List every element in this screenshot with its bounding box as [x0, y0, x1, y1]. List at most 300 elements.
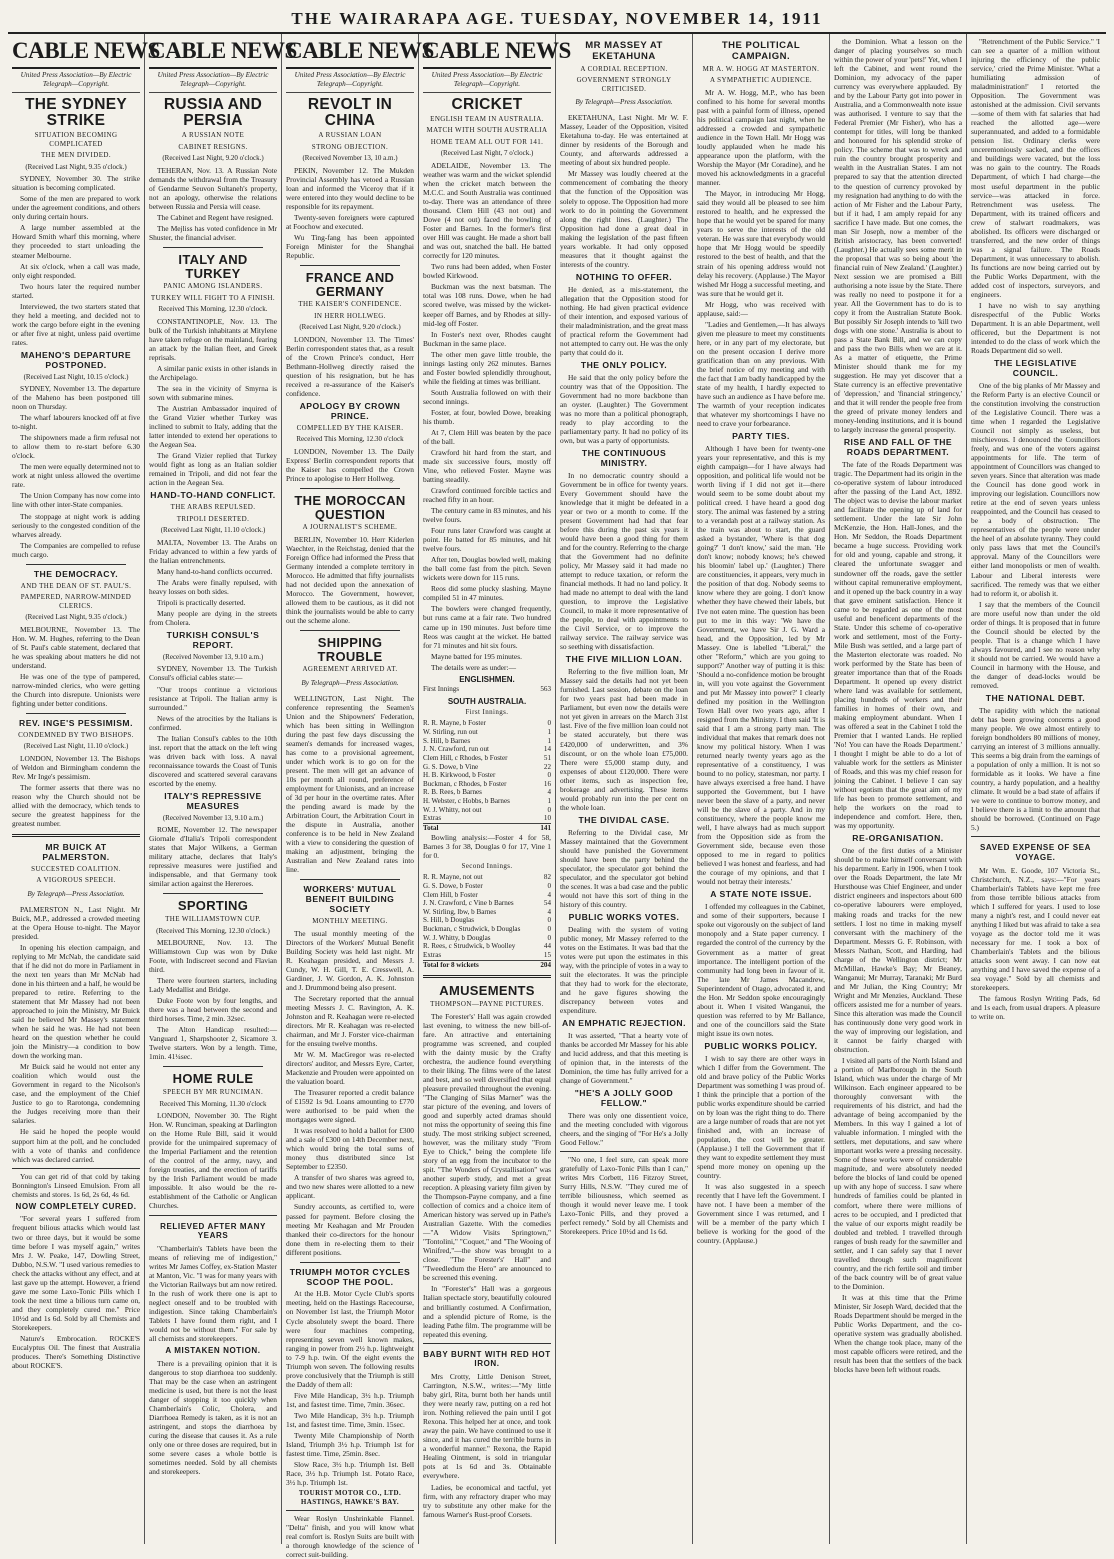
ad-text: There is a prevailing opinion that it is dangerous to stop diarrhoea too suddenly. That may be the case when an astringent medicine is used, but there is not the least danger of stopping it too quickly when Chamberlain's Colic, Cholera, and Diarrhoea Remedy is taken, as it is not an astringent, and stops the diarrhoea by curing the disease that causes it. As a rule only one or three doses are required, but in some severe cases a whole bottle is sometimes needed. Sold by all chemists and storekeepers. — [149, 1359, 277, 1477]
paragraph: Referring to the Dividal case, Mr Massey maintained that the Government should have punished the Government should have been the party behind the speculator, the speculator got behind the speculator, and the speculator got behind the scenes. It was a bad case and the public would not have this sort of thing in the history of this country. — [560, 827, 688, 909]
divider — [163, 893, 263, 894]
paragraph: The Arabs were finally repulsed, with heavy losses on both sides. — [149, 578, 277, 597]
paragraph: I say that the members of the Council are more useful now than under the old order of things. It is proposed that in future the Council should be elected by the people. That is a change which I have always favoured, and I see no reason why it should not be carried. We would have a Council in harmony with the House, and the danger of dead-locks would be removed. — [971, 599, 1100, 690]
batsman-name: J. N. Crawford, c Vine b Barnes — [423, 899, 514, 908]
paragraph: TEHERAN, Nov. 13. A Russian Note demands the withdrawal from the Treasury of Gendarme Seuvon Sultaneh's property, not an apology, otherwise the relations between Russia and Persia will cease. — [149, 165, 277, 211]
divider — [300, 1262, 400, 1263]
paragraph: One of the big planks of Mr Massey and the Reform Party is an elective Council or the constitution involving the construction of the Legislative Council. There was a time when I regarded the Legislative Council not simply as useless, but mischievous. I denounced the Councillors freely, and was one of the voters against appointments for life. The term of appointment of Councillors was changed to seven years. Since that alteration was made the Council has done good work in improving our legislation. Councillors now retire at the end of seven years unless reappointed, and the Council has ceased to be a body of obstruction. The representatives of the people were under the heel of an absolute tyranny. They could only pass laws that met the Council's approval. Many of the Councillors were either land monopolists or men of wealth. Labour and Liberal interests were sacrificed. The remedy was that we either had to reform it, or abolish it. — [971, 380, 1100, 598]
paragraph: "Ladies and Gentlemen,—It has always given me pleasure to meet my constituents here, or in any part of my electorate, but on the present occasion I derive more gratification than on any previous. With the brief notice of my meeting and with the fact that I am badly handicapped by the state of my health, I hardly expected to have such an audience as I have before me. The warmth of your reception indicates that whatever my shortcomings I have no need to crave your forbearance. — [697, 319, 825, 429]
paragraph: A transfer of two shares was agreed to, and two new shares were allotted to a new applicant. — [286, 1173, 414, 1201]
ad-title: SAVED EXPENSE OF SEA VOYAGE. — [980, 843, 1091, 862]
divider — [300, 265, 400, 266]
paragraph: News of the atrocities by the Italians is confirmed. — [149, 713, 277, 732]
section-heading: THE NATIONAL DEBT. — [985, 692, 1086, 703]
cable-news-heading: CABLE NEWS — [286, 37, 414, 69]
table-row — [423, 745, 551, 754]
table-row — [423, 797, 551, 806]
total-label: Total for 8 wickets — [423, 960, 530, 969]
divider — [163, 247, 263, 248]
advertiser: TOURIST MOTOR CO., LTD. HASTINGS, HAWKE'S BAY. — [298, 1489, 402, 1506]
paragraph: Some of the men are prepared to work under the agreement conditions, and others only during certain hours. — [12, 194, 140, 222]
ad-title: A MISTAKEN NOTION. — [165, 1346, 261, 1356]
paragraph: After ten, Douglas bowled well, making the ball come fast from the pitch. Seven wickets were down for 115 runs. — [423, 555, 551, 583]
table-row — [423, 916, 551, 925]
headline-moroccan: THE MOROCCAN QUESTION — [294, 493, 406, 522]
batsman-runs: 44 — [543, 942, 551, 951]
divider — [26, 713, 126, 714]
batsman-name: R. R. Mayne, not out — [423, 873, 483, 882]
byline: United Press Association—By Electric Telegraph—Copyright. — [149, 69, 277, 93]
paragraph: LONDON, November 13. The Daily Express' Berlin correspondent reports that the Kaiser has compelled the Crown Prince to apologise to Herr Hollweg. — [286, 446, 414, 484]
subheading: SUCCESTED COALITION. — [31, 864, 121, 873]
headline-turkish-consul: TURKISH CONSUL'S REPORT. — [166, 630, 260, 651]
batsman-runs: 0 — [547, 881, 551, 890]
paragraph: He denied, as a mis-statement, the allegation that the Opposition stood for nothing. He had given practical evidence of their intention, and exposed various of their maladministration, and the great mass of practical reform the Government had not attempted to carry out. He was the only party that could do it. — [560, 284, 688, 357]
paragraph: In opening his election campaign, and replying to Mr McNab, the candidate said that if he did not do more in Parliament in the next ten years than Mr McNab had done in his thirteen and a half, he would be prepared to retire. Referring to the statement that Mr Massey had not been approached to join the Ministry, Mr Buick said he believed Mr Massey's statement when he said he was. He had not been heard on the question whether he could join the Ministry—a condition to bow down the working man. — [12, 942, 140, 1061]
batsman-runs: 4 — [547, 907, 551, 916]
paragraph: The Mayor, in introducing Mr Hogg, said they would all be pleased to see him restored to health, and he expressed the hope that he would yet be spared for many years to serve the interests of the old veteran. He was sure that everybody would hope that Mr Hogg would be speedily restored to the best of health, and that the strain of his opening address would not delay his recovery. (Applause.) The Mayor wished Mr Hogg a successful meeting, and was sure that he would get it. — [697, 189, 825, 298]
subheading: A RUSSIAN NOTE — [181, 131, 245, 140]
ad-text: "No one, I feel sure, can speak more gratefully of Laxo-Tonic Pills than I can," writes Mrs Corbett, 116 Fitzroy Street, Surry Hills, N.S.W. "They cured me of terrible biliousness, which seemed as though it would never leave me. I took Laxo-Tonic Pills, and they proved a perfect remedy." Sold by all Chemists and Storekeepers. Price 10½d and 1s 6d. — [560, 1155, 688, 1237]
byline: United Press Association—By Electric Telegraph—Copyright. — [12, 69, 140, 93]
headline-france-germany: FRANCE AND GERMANY — [305, 270, 395, 299]
table-row — [423, 908, 551, 917]
batsman-name: W. J. Whitty, b Douglas — [423, 933, 491, 942]
paragraph: The sea in the vicinity of Smyrna is sown with submarine mines. — [149, 384, 277, 403]
paragraph: Twenty Mile Championship of North Island, Triumph 3½ h.p. Triumph 1st for fastest time. Time, 25min. 8sec. — [286, 1430, 414, 1458]
headline-democracy: THE DEMOCRACY. — [33, 568, 119, 579]
received-time: (Received This Morning, 12.30 o'clock.) — [156, 926, 270, 935]
paragraph: The Secretary reported that the annual meeting Messrs J. C. Ravington, A. K. Johnston and R. Keahagan were re-elected directors. Mr R. Keahagan was re-elected chairman, and Mr J. Forster vice-chairman for the ensuing twelve months. — [286, 993, 414, 1048]
divider — [300, 879, 400, 880]
headline-italy-measures: ITALY'S REPRESSIVE MEASURES — [164, 790, 262, 811]
received-time: (Received Last Night, 10.15 o'clock.) — [23, 372, 129, 381]
table-row — [423, 891, 551, 900]
divider — [26, 564, 126, 565]
table-row — [423, 737, 551, 746]
subheading: MR A. W. HOGG AT MASTERTON. — [702, 64, 820, 73]
table-row — [423, 934, 551, 943]
column-8 — [967, 34, 1104, 1544]
paragraph: Many hand-to-hand conflicts occurred. — [157, 566, 273, 576]
batsman-runs: 1 — [547, 736, 551, 745]
subheading: A VIGOROUS SPEECH. — [36, 876, 116, 885]
subheading: A SYMPATHETIC AUDIENCE. — [709, 76, 813, 85]
table-row — [423, 806, 551, 815]
paragraph: The other men gave little trouble, the innings lasting only 262 minutes. Barnes and Foster bowled splendidly throughout, while the fielding at times was brilliant. — [423, 349, 551, 386]
ad-text: You can get rid of that cold by taking Bonnington's Linseed Emulsion. From all chemists and stores. 1s 6d, 2s 6d, 4s 6d. — [12, 1171, 140, 1199]
paragraph: MELBOURNE, November 13. The Hon. W. M. Hughes, referring to the Dean of St. Paul's cable statement, declared that he was speaking about matters he did not understand. — [12, 624, 140, 670]
paragraph: The Grand Vizier replied that Turkey would fight as long as an Italian soldier remained in Tripoli, and did not fear the action in the Aegean Sea. — [149, 451, 277, 488]
paragraph: Twenty-seven foreigners were captured at Foochow and executed. — [286, 212, 414, 231]
headline-apology: APOLOGY BY CROWN PRINCE. — [299, 401, 401, 422]
advertisement — [149, 1215, 277, 1477]
ad-text: "For several years I suffered from frequent bilious attacks which would last two or three days, but it would be some time before I was myself again," writes Mrs J. W. Peake, 147, Dowling Street, Dubbo, N.S.W. "I used various remedies to check the attacks without any effect, and at last gave up the attempt. However, a friend gave me some Laxo-Tonic Pills which I took the next time a bilious turn came on, and they completely cured me." Price 10½d and 1s 6d. Sold by all Chemists and Storekeepers. — [12, 1214, 140, 1332]
headline-triumph: TRIUMPH MOTOR CYCLES SCOOP THE POOL. — [289, 1266, 411, 1287]
batsman-name: R. B. Rees, b Barnes — [423, 788, 482, 797]
batsman-name: J. N. Crawford, run out — [423, 745, 490, 754]
headline-sydney-strike: THE SYDNEY STRIKE — [24, 95, 128, 129]
paragraph: LONDON, November 13. The Bishops of Weldon and Birmingham condemn the Rev. Mr Inge's pessimism. — [12, 753, 140, 781]
received-time: (Received Last Night, 11.10 o'clock.) — [23, 742, 129, 751]
divider — [300, 488, 400, 489]
table-row — [423, 763, 551, 772]
paragraph: PALMERSTON N., Last Night. Mr Buick, M.P., addressed a crowded meeting at the Opera House to-night. The Mayor presided. — [12, 904, 140, 941]
batsman-runs: 0 — [547, 933, 551, 942]
subheading: TURKEY WILL FIGHT TO A FINISH. — [150, 293, 276, 302]
paragraph: Mayne batted for 195 minutes. — [431, 651, 522, 661]
ad-text: Mrs Crotty, Little Denison Street, Carrington, N.S.W., writes:—"My little baby girl, Rita, burnt both her hands until they were nearly raw, putting on a red hot iron. Nothing relieved the pain until I got Rexona. This helped her at once, and took away the pain. We have continued to use it since, and it has cured the terrible burns in a wonderful manner." Rexona, the Rapid Healing Ointment, is sold in triangular pots at 1s 6d and 3s. Obtainable everywhere. — [423, 1372, 551, 1481]
paragraph: The Mejliss has voted confidence in Mr Shuster, the financial adviser. — [149, 223, 277, 242]
scorecard-title: SOUTH AUSTRALIA. — [447, 697, 527, 707]
column-2 — [145, 34, 297, 1544]
section-heading: A STATE NOTE ISSUE. — [710, 889, 812, 900]
paragraph: The fate of the Roads Department was tragic. The Department had its origin in the co-operative system of labour introduced after the passing of the Land Act, 1892. The object was to devise the labour market and facilitate the opening up of land for settlement. Under the late Sir John McKenzie, the Hon. Hall-Jones, and the Hon. Mr Seddon, the Roads Department became a huge success. Providing work for old and young, capable and strong, it cleared the unfortunate swagger and sundowner off the roads, gave the settler without capital remunerative employment, and it opened up the back country in a way that gave eminent satisfaction. Hence it came to be regarded as one of the most useful and beneficent departments of the State. Under this scheme of co-operative work and settlement, most of the Forty-Mile Bush was settled, and a large part of the Masterton electorate was roaded. No work performed by the State has been of greater importance than that of the Roads Department. It opened up every district where land was available for settlement, placing hundreds of workers and their families in homes of their own, and making employment abundant. When I was offered a seat in the Cabinet I told the Premier that I wanted Lands. He replied 'No! You can have the Roads Department.' I thought I might be able to do a lot of valuable work for the settlers as Minister of Roads, and this was my chief reason for joining the Cabinet. I believe I can say without egotism that the great aim of my life has been to promote settlement, and help the workers on the road to independence and comfort. Here, then, was my opportunity. — [834, 460, 962, 831]
headline-inge: REV. INGE'S PESSIMISM. — [19, 717, 133, 728]
batsman-name: Clem Hill, b Foster — [423, 890, 478, 899]
scorecard-south-australia-first — [423, 719, 551, 823]
paragraph: The Alton Handicap resulted:—Vanguard 1, Sharpshooter 2, Sicamore 3. Twelve starters. Won by a length. Time, 1min. 41¼sec. — [149, 1025, 277, 1062]
advertisement — [286, 1510, 414, 1559]
subheading: THE KAISER'S CONFIDENCE. — [298, 300, 402, 309]
paragraph: Many people are dying in the streets from Cholera. — [149, 609, 277, 628]
headline-political-campaign: THE POLITICAL CAMPAIGN. — [721, 40, 801, 62]
subheading: HOME TEAM ALL OUT FOR 141. — [430, 137, 544, 146]
paragraph: The wharf labourers knocked off at five to-night. — [12, 413, 140, 432]
paragraph: BERLIN, November 10. Herr Kiderlen Waechter, in the Reichstag, denied that the Foreign Office had informed the Press that Germany intended a complete territory in Morocco. He admitted that fifty journalists had not decided upon the annexation of Morocco. The Government, however, allowed them to be cautious, as it did not think the journalists would be able to carry out the scheme alone. — [286, 534, 414, 626]
score-label: First Innings — [423, 685, 460, 694]
subheading: THE WILLIAMSTOWN CUP. — [165, 915, 261, 923]
total-runs: 204 — [530, 960, 551, 969]
advertisement — [971, 836, 1100, 1021]
batsman-runs: 10 — [543, 814, 551, 823]
headline-shipping: SHIPPING TROUBLE — [317, 635, 383, 664]
paragraph: The usual monthly meeting of the Directors of the Workers' Mutual Benefit Building Society was held last night. Mr R. Keahagan presided, and Messrs J. Cundy, W. H. Gill, T. E. Cresswell, A. Gardiner, J. W. Gordon, A. K. Johnston and J. Drummond being also present. — [286, 928, 414, 992]
paragraph: Crawford hit hard from the start, and made six successive fours, mostly off Vine, who relieved Foster. Mayne was batting steadily. — [423, 447, 551, 485]
subheading: PANIC AMONG ISLANDERS. — [163, 282, 263, 291]
batsman-name: Extras — [423, 814, 442, 823]
byline: By Telegraph—Press Association. — [575, 98, 673, 107]
section-heading: PUBLIC WORKS VOTES. — [568, 911, 680, 922]
paragraph: Reos did some plucky slashing. Mayne compiled 51 in 47 minutes. — [423, 584, 551, 603]
table-row — [423, 780, 551, 789]
headline-russia-persia: RUSSIA AND PERSIA — [163, 95, 263, 129]
batsman-runs: 15 — [543, 951, 551, 960]
paragraph: Tripoli is practically deserted. — [157, 598, 246, 608]
paragraph: At the H.B. Motor Cycle Club's sports meeting, held on the Hastings Racecourse, on November 1st last, the Triumph Motor Cycle absolutely swept the board. There were four machines competing, representing seven well known makes, ranging in power from 2½ h.p. lightweight to 7-9 h.p. twin. Of the eight events the Triumph won seven. The following results prove conclusively that the Triumph is still the Daddy of them all: — [286, 1289, 414, 1389]
received-time: Received This Morning, 11.30 o'clock — [159, 1099, 267, 1108]
advertisement — [12, 1168, 140, 1370]
paragraph: Sundry accounts, as certified to, were passed for payment. Before closing the meeting Mr Keahagan and Mr Prouden thanked their co-directors for the honour done them in re-electing them to their different positions. — [286, 1202, 414, 1257]
paragraph: Duke Foote won by four lengths, and there was a head between the second and third horses. Time, 2 min. 32sec. — [149, 996, 277, 1024]
cable-news-heading: CABLE NEWS — [149, 37, 277, 69]
table-row — [423, 899, 551, 908]
paragraph: ROME, November 12. The newspaper Giornale d'Italia's Tripoli correspondent states that Major Wilkens, a German military attache, declares that Italy's repressive measures were justified and indispensable, and that Germany took similar action against the Hereroes. — [149, 825, 277, 889]
headline-revolt-china: REVOLT IN CHINA — [307, 95, 393, 129]
paragraph: Slow Race, 3½ h.p. Triumph 1st. Bell Race, 3½ h.p. Triumph 1st. Potato Race, 3½ h.p. Triumph 1st. — [286, 1459, 414, 1488]
paragraph: Although I have been for twenty-one years your representative, and this is my eighth campaign—for I have always had opposition, and political life would not be worth living if I did not get it—there would seem to be some doubt about my political creed. I have heard a good dog story. The animal was fastened by a string to a verandah post at a railway station. As the train was about to start, the guard asked a bystander, 'Where is that dog going?' 'I don't know,' said the man. 'He don't know; nobody knows; he's chewed his bloomin' label up.' (Laughter.) There are constituencies, it appears, very much in the position of that dog. Nobody seems to know where they are going. I don't know whether they have chewed their labels, but I've not eaten mine. The question has been put to me in this way: 'We have the Government, we have Sir J. G. Ward a head, and the Opposition, led by Mr Massey. One is labelled "Liberal," the other "Reform," which are you going to support?' Another way of putting it is this: 'Should a no-confidence motion be brought in, will you vote against the Government and put Mr Massey into power?' I clearly defined my position in the Wellington Town Hall over two years ago, after I resigned from the Ministry. I then said 'It is said that I am a strong party man. The individual that makes that remark does not know my political history. When I was returned nearly twenty years ago as the representative of a constituency, I was bound to no policy, statesman, nor party. I have always exercised a free hand. I have supported the Government, but I have never been the slave of a party, and never will be the slave of a party. And in my constituency, where the people know me well, I have always had as much support from the Opposition side as from the Government side, because even those opposed to me in regard to politics believed I was honest and fearless, and had the courage of my opinions, and that I would not betray their interests.' — [697, 443, 825, 887]
paragraph: The century came in 83 minutes, and his twelve fours. — [423, 506, 551, 525]
innings-label: Second Innings. — [461, 861, 513, 870]
subheading: A CORDIAL RECEPTION. — [580, 64, 668, 73]
ad-text: Ladies, be economical and tactful, yet firm, with any refractory draper who may try to substitute any other make for the famous Warner's Rust-proof Corsets. — [423, 1482, 551, 1519]
paragraph: South Australia followed on with their second innings. — [423, 387, 551, 406]
ad-text: The famous Roslyn Writing Pads, 6d and 1s each, from usual drapers. A pleasure to write on. — [971, 994, 1100, 1022]
paper-title: THE WAIRARAPA AGE. — [291, 9, 516, 28]
section-heading: THE CONTINUOUS MINISTRY. — [581, 448, 667, 468]
cable-news-heading: CABLE NEWS — [423, 37, 551, 69]
paragraph: The rapidity with which the national debt has been growing concerns a good many people. We owe almost entirely to foreign bondholders 80 millions of money, carrying an interest of 3 millions annually. This seems a big drain from the earnings of a population of only a million. It is not so formidable as it looks. We have a fine country, a hardy population, and a healthy climate. It would be a bad state of affairs if we were to continue to borrow money, and I believe there is a limit to the amount that should be borrowed. (Continued on Page 5.) — [971, 705, 1100, 833]
section-heading: "HE'S A JOLLY GOOD FELLOW." — [574, 1088, 674, 1109]
subheading: THE MEN DIVIDED. — [41, 151, 111, 160]
table-row — [423, 960, 551, 969]
table-row — [423, 754, 551, 763]
paragraph: Referring to the five million loan, Mr Massey said the details had not yet been furnished. Last session, debate on the loan for two years past had been made in Parliament, but even now the details were not yet given in arrears on the March 31st last. Five of the five million loan could not be stated accurately, but there was £420,000 of underwritten, and 3% discount, or on the whole loan £75,000. There were £5,000 stamp duty, and expenses of about £120,000. There were other items, such as inspection fee, brokerage and advertising. These items would probably run into the per cent on the whole loan. — [560, 667, 688, 812]
paragraph: Wu Ting-fang has been appointed Foreign Minister for the Shanghai Republic. — [286, 232, 414, 261]
paragraph: It was also suggested in a speech recently that I have left the Government. I have not. I have been a member of the Government since I was returned, and I will be a member of the party which I believe is working for the good of the country. (Applause.) — [697, 1182, 825, 1246]
paragraph: There were fourteen starters, including Lady Medallist and Bridge. — [149, 976, 277, 995]
paragraph: Two hours later the required number started. — [12, 281, 140, 300]
section-heading: THE ONLY POLICY. — [580, 359, 668, 370]
masthead — [8, 6, 1106, 34]
table-row — [423, 771, 551, 780]
received-time: (Received November 13, 10 a.m.) — [302, 154, 398, 163]
batsman-runs: 1 — [547, 797, 551, 806]
paragraph: It was at this time that the Prime Minister, Sir Joseph Ward, decided that the Roads Department should be merged in the Public Works Department, and the co-operative system was gradually abolished. When the change took place, many of the most capable officers were retired, and the result has been that the settlers of the back blocks have been left without roads. — [834, 1292, 962, 1375]
subheading: PAMPERED, NARROW-MINDED CLERICS. — [20, 593, 132, 610]
paragraph: the Dominion. What a lesson on the danger of placing yourselves so much within the power of your 'pets!' Yet, when I left the Cabinet, and went round the Dominion, my advocacy of the paper currency was everywhere applauded. By and by the Labour Party got into power in Australia, and a Commonwealth note issue was authorised. I venture to say that the Federal Premier (Mr Fisher), who has a contempt for titles, will long be thanked and honoured for his splendid stroke of policy. The scheme that was to wreck and ruin the country brought prosperity and wealth in the Australian States. I am not prepared to say that the attention directed to the question of currency provoked by my resignation had anything to do with the action of Mr Fisher and the Labour Party, but if it had, I am amply repaid for any sacrifice I have made. But one comes, the man Sir Joseph, now a member of the British aristocracy, has been converted! (Laughter.) He actually sees some merit in the proposal that was so being about 'the financial ruin of New Zealand.' (Laughter.) Next session we are promised a Bill authorising a note issue by the State. There was really no need to postpone it for a year. All the Government has to do is to copy it from the Australian Statute Book. But possibly Sir Joseph intends to 'kill two dogs with one stone.' Australia is about to pass a State Bank Bill, and we can copy and pass the two Bills when we are at it. As a matter of etiquette, the Prime Minister should thank me for my suggestion. He may yet discover that a State currency is an effective preventative of 'depression,' and 'financial stringency,' and that it will render the people free from the greed of private money lenders and money-lending institutions, and it is bound to largely increase the general prosperity. — [834, 37, 962, 435]
scorecard-englishmen — [423, 685, 551, 694]
paragraph: CONSTANTINOPLE, Nov. 13. The bulk of the Turkish inhabitants at Mitylene have taken refuge on the mainland, fearing an attack by the Italian fleet, and Greek reprisals. — [149, 316, 277, 362]
paragraph: EKETAHUNA, Last Night. Mr W. F. Massey, Leader of the Opposition, visited Eketahuna to-day. He was entertained at dinner by residents of the Borough and County, and afterwards addressed a meeting of about six hundred people. — [560, 113, 688, 168]
divider — [163, 1066, 263, 1067]
column-1 — [8, 34, 160, 1544]
batsman-name: G. S. Dowe, b Vine — [423, 762, 479, 771]
paragraph: A large number assembled at the Howard Smith wharf this morning, where they proceeded to start unloading the steamer Melbourne. — [12, 223, 140, 260]
score-total: 563 — [540, 685, 551, 694]
batsman-name: Clem Hill, c Rhodes, b Foster — [423, 753, 508, 762]
paragraph: Foster, at four, bowled Dowe, breaking his thumb. — [423, 407, 551, 426]
total-label: Total — [423, 824, 499, 833]
batsman-runs: 51 — [543, 753, 551, 762]
received-time: (Received Last Night, 9.20 o'clock.) — [299, 323, 401, 332]
paragraph: The bowlers were changed frequently, but runs came at a fair rate. Two hundred came up in 190 minutes. Just before time Reos was caught at the wicket. He batted for 71 minutes and hit six fours. — [423, 604, 551, 650]
section-heading: RE-ORGANISATION. — [852, 833, 944, 844]
paragraph: One of the first duties of a Minister should be to make himself conversant with his department. Early in 1906, when I took over the Roads Department, the late Mr Hursthouse was Chief Engineer, and under district engineers and inspectors about 600 co-operative labourers were employed, making roads and tracks for the new settlers. I lost no time in making myself conversant with the machinery of the Department. Messrs G. F. Robinson, with Messrs Nathan, Scott, and Harding, had charge of the Wellington district; Mr McMillan, Hawke's Bay; Mr Beaney, Wanganui; Mr Murray, Taranaki; Mr Burd and Mr Julian, the King Country; Mr Wright and Mr Menzies, Auckland. These officers assisted me for a number of years. Since this alteration was made the Council has continuously done very good work in the way of improving our legislation, and it cannot be fairly charged with obstruction. — [834, 846, 962, 1054]
section-heading: THE LEGISLATIVE COUNCIL. — [994, 358, 1077, 378]
bowling-analysis: Bowling analysis:—Foster 4 for 58, Barnes 3 for 38, Douglas 0 for 17, Vine 1 for 0. — [423, 832, 551, 860]
paragraph: The Companies are compelled to refuse much cargo. — [12, 540, 140, 559]
section-heading: AN EMPHATIC REJECTION. — [562, 1018, 686, 1029]
paragraph: Mr Hogg, who was received with applause, said:— — [697, 299, 825, 318]
table-row — [423, 873, 551, 882]
paragraph: He said that the only policy before the country was that of the Opposition. The Government had no more backbone than an oyster. (Laughter.) The Government was no more than a political phonograph, ready to play according to the parliamentary party. It had no policy of its own, but was a party of opportunists. — [560, 372, 688, 445]
batsman-name: G. S. Dowe, b Foster — [423, 881, 483, 890]
batsman-runs: 16 — [543, 779, 551, 788]
ad-text: "Chamberlain's Tablets have been the means of relieving me of indigestion," writes Mr James Coffey, ex-Station Master at Manton, Vic. "I was for many years with the Victorian Railways but am now retired. In the rush of work there one is apt to neglect oneself and to be troubled with indigestion. Since taking Chamberlain's Tablets I have found them right, and I would not be without them." For sale by all chemists and storekeepers. — [149, 1244, 277, 1344]
batsman-name: S. Hill, b Barnes — [423, 736, 471, 745]
paragraph: At 7, Clem Hill was beaten by the pace of the ball. — [423, 427, 551, 446]
subheading: GOVERNMENT STRONGLY CRITICISED. — [576, 76, 672, 93]
batsman-runs: 22 — [543, 762, 551, 771]
scorecard-title: ENGLISHMEN. — [459, 674, 515, 684]
cable-news-heading: CABLE NEWS — [12, 37, 140, 69]
headline-amusements: AMUSEMENTS — [439, 983, 535, 999]
paragraph: Crawford continued forcible tactics and reached fifty in an hour. — [423, 486, 551, 505]
batsman-runs: 0 — [547, 805, 551, 814]
paper-date: NOVEMBER 14, 1911 — [625, 9, 823, 28]
paragraph: I visited all parts of the North Island and a portion of Marlborough in the South Island, which was under the charge of Mr Wilkinson. Each engineer appeared to be thoroughly conversant with the requirements of his district, and had the advantage of being accompanied by the Members. In this way I gained a lot of valuable information. I mingled with the settlers, met deputations, and saw where important works were a pressing necessity. Some of these works were of considerable magnitude, and were absolutely needed before the blocks of land could be opened up with any hope of success. I saw where hundreds of families could be planted in comfort, where there were millions of acres to be occupied, and I predicted that the value of our exports might readily be doubled and trebled. I travelled through ranges of bush ready for the sawmiller and settler, and I can safely say that I never travelled through such magnificent country, and the rich fertile soil and timber of the back country will be of great value to the Dominion. — [834, 1056, 962, 1291]
batsman-name: R. Rees, c Strudwick, b Woolley — [423, 942, 516, 951]
subheading: ENGLISH TEAM IN AUSTRALIA. — [430, 114, 544, 123]
column-5 — [556, 34, 693, 1544]
batsman-runs: 0 — [547, 916, 551, 925]
received-time: (Received Last Night, 9.35 o'clock.) — [25, 613, 127, 622]
paragraph: At six o'clock, when a call was made, only eight responded. — [12, 261, 140, 280]
received-time: Received This Morning, 12.30 o'clock. — [158, 305, 268, 314]
subheading: STRONG OBJECTION. — [311, 142, 389, 151]
paragraph: SYDNEY, November 30. The strike situation is becoming complicated. — [12, 174, 140, 193]
paragraph: It was resolved to hold a ballot for £300 and a sale of £300 on 14th December next, which would bring the total sums of money thus distributed since 1st September to £2350. — [286, 1126, 414, 1172]
section-heading: RISE AND FALL OF THE ROADS DEPARTMENT. — [843, 437, 953, 458]
received-time: (Received Last Night, 9.20 o'clock.) — [162, 154, 264, 163]
paragraph: Mr Massey was loudly cheered at the commencement of combating the theory that the function of the Opposition was solely to oppose. The Opposition had more work to do in pointing the Government along the right lines. (Laughter.) The Opposition had done a great deal in making the legislation of the past fifteen years workable. It had only opposed measures that it thought against the interests of the country. — [560, 169, 688, 269]
paragraph: The Treasurer reported a credit balance of £1592 1s 9d. Loans amounting to £770 were authorised to be paid when the mortgages were signed. — [286, 1088, 414, 1125]
paragraph: SYDNEY, November 13. The departure of the Maheno has been postponed till noon on Thursday. — [12, 384, 140, 412]
batsman-runs: 54 — [543, 899, 551, 908]
batsman-name: H. B. Kirkwood, b Foster — [423, 771, 496, 780]
paragraph: LONDON, November 13. The Times' Berlin correspondent states that, as a result of the Crown Prince's conduct, Herr Bethmann-Hollweg directly raised the question of his resignation, but he has received a re-assurance of the Kaiser's confidence. — [286, 334, 414, 399]
batsman-name: S. Hill, b Douglas — [423, 916, 475, 925]
paragraph: ADELAIDE, November 13. The weather was warm and the wicket splendid when the cricket match between the M.C.C. and South Australia was continued to-day. There was an attendance of three thousand. Clem Hill (43 not out) and Dowe (4 not out) faced the bowling of Foster and Barnes. In the former's first over Hill was caught. He made a short ball and was out, snatched the ball. He batted correctly for 120 minutes. — [423, 161, 551, 261]
paragraph: The Italian Consul's cables to the 10th inst. report that the attack on the left wing was driven back with loss. A naval reconnaissance towards the Coast of Tunis discovered and scattered several caravans escorted by the enemy. — [149, 733, 277, 788]
paragraph: The Cabinet and Regent have resigned. — [157, 212, 274, 222]
headline-massey: MR MASSEY AT EKETAHUNA — [585, 40, 663, 62]
paragraph: The men were equally determined not to work at night unless allowed the overtime rate. — [12, 462, 140, 490]
batsman-runs: 14 — [543, 745, 551, 754]
paragraph: The Austrian Ambassador inquired of the Grand Vizier whether Turkey was inclined to submit to Italy, adding that the latter intended to extend her operations to the Aegean Sea. — [149, 404, 277, 450]
subheading: THE ARABS REPULSED. — [170, 503, 256, 512]
received-time: (Received Last Night, 7 o'clock.) — [440, 149, 534, 158]
section-heading: THE FIVE MILLION LOAN. — [565, 654, 683, 665]
headline-hand-to-hand: HAND-TO-HAND CONFLICT. — [150, 490, 276, 501]
paragraph: In no democratic country should a Government be in office for twenty years. Every Government should have the knowledge that it might be defeated in a year or two or a month to come. If the present Government had had that fear before this during the past six years it would have been a good thing for them and for the country. Referring to the charge that the Government had no definite policy, Mr Massey said it had made no attempt to reduce taxation, or reform the financial methods. It had no land policy. It had made no attempt to deal with the land question, to improve the Legislative Council, to make it more representative of the people, to deal with appointments to the Civil Service, or to improve the railway service. The railway service was so seething with dissatisfaction. — [560, 470, 688, 652]
subheading: IN HERR HOLLWEG. — [314, 311, 386, 320]
ad-text: Wear Roslyn Unshrinkable Flannel. "Delta" finish, and you will know what real comfort is. Roslyn Suits are built with a thorough knowledge of the science of correct suit-building. — [286, 1514, 414, 1559]
batsman-runs: 1 — [547, 727, 551, 736]
received-time: (Received November 13, 9.10 a.m.) — [162, 652, 264, 661]
paragraph: The details were as under:— — [431, 662, 516, 672]
paragraph: I offended my colleagues in the Cabinet, and some of their supporters, because I spoke out vigorously on the subject of land monopoly and a State paper currency. I regarded the control of the currency by the Government as a matter of great importance. The intelligent portion of the community had long been in favour of it. The late Mr James Macandrew, Superintendent of Otago, advocated it, and the Hon. Mr Seddon spoke encouragingly about it. When I visited Wanganui, the question was referred to by Mr Ballance, and one of the councillors said the State might issue its own notes. — [697, 902, 825, 1038]
paragraph: Mr W. M. MacGregor was re-elected directors' auditor, and Messrs Eyre, Carter, Mackenzie and Prouden were appointed on the valuation board. — [286, 1049, 414, 1087]
paragraph: WELLINGTON, Last Night. The conference representing the Seamen's Union and the Shipowners' Federation, which has been sitting in Wellington during the past few days discussing the seamen's demands for increased wages, has come to a provisional agreement, under which work is to go on for the present. The men will get an advance of 10s per month all round, preference of employment for Unionists, and an increase of 3d per hour in the overtime rates. After the pending award is made by the Arbitration Court, the Arbitration Court in the dispute in Australia, another conference is to be held in New Zealand with a view to considering the question of making an adjustment, bringing the Australian and New Zealand rates into line. — [286, 693, 414, 875]
paragraph: In Foster's next over, Rhodes caught Buckman in the same place. — [423, 329, 551, 348]
section-heading: PUBLIC WORKS POLICY. — [704, 1040, 818, 1051]
paragraph: SYDNEY, November 13. The Turkish Consul's official cables state:— — [149, 664, 277, 683]
table-row — [423, 728, 551, 737]
paragraph: The former asserts that there was no reason why the Church should not be allied with the democracy, which tends to secure the greatest happiness for the greatest number. — [12, 782, 140, 829]
byline: By Telegraph—Press Association. — [301, 679, 399, 688]
batsman-name: Buckman, c Rhodes, b Foster — [423, 779, 507, 788]
subheading: MONTHLY MEETING. — [312, 917, 388, 926]
scorecard-total — [423, 960, 551, 970]
subheading: SITUATION BECOMING COMPLICATED — [34, 131, 118, 148]
batsman-name: R. R. Mayne, b Foster — [423, 719, 486, 728]
ad-text: Nature's Embrocation. ROCKE'S Eucalyptus Oil. The finest that Australia produces. There's Something Distinctive about ROCKE'S. — [12, 1333, 140, 1370]
ad-title: NOW COMPLETELY CURED. — [15, 1201, 137, 1211]
paragraph: PEKIN, November 12. The Mukden Provincial Assembly has vetoed a Russian loan and informed the Viceroy that if it were entered into they would decline to be responsible for its repayment. — [286, 165, 414, 211]
scorecard-total — [423, 823, 551, 833]
batsman-name: W. Stirling, run out — [423, 727, 478, 736]
paragraph: "Retrenchment of the Public Service." 'I can see a quarter of a million without injuring the efficiency of the public service,' cried the Prime Minister. 'What a humiliating admission of maladministration!' I retorted the Opposition. The Government was astonished at the admission. Civil servants—some of them with fat salaries that had reached the allotted age—were superannuated, and added to a formidable pension list. Ordinary clerks were unceremoniously sacked, and the offices and buildings were vacated, but the loss was no gain to the country. The Roads Department, of which I had charge—the most useful department in the public service—was attacked in force. Retrenchment was useless. The Department, with its trained officers and crew of stalwart roadmakers, was abolished. Its officers were discharged or transferred, and the new order of things was a signal failure. The Roads Department, it was unnecessary to abolish. Its functions are now being carried out by the Public Works Department, with the added cost of inspectors, surveyors, and engineers. — [971, 37, 1100, 299]
paragraph: The shipowners made a firm refusal not to allow them to re-start before 6.30 o'clock. — [12, 433, 140, 461]
headline-italy-turkey: ITALY AND TURKEY — [178, 251, 248, 281]
paragraph: The Forester's' Hall was again crowded last evening, to witness the new bill-of-fare. An attractive and entertaining programme was screened, and coupled with the dainty music by the Crafty orchestra, the audience found everything to their liking. The films were of the latest and best, and so well diversified that equal pleasure prevailed throughout the evening. "The Clanging of Silas Marner" was the star picture of the evening, and lovers of good and superbly acted dramas should not miss the opportunity of seeing this fine study. The most striking subject screened, however, was the military study "From Eye to Chick," being the complete life story of an egg from the incubator to the spit. "The Wonders of Crystallisation" was another superb study, and met a great reception. A pleasing variety film given by the Thompson-Payne company, and a fine collection of comics and a choice item of American history was served up in Pathe's Australian Gazette. With the comedies—"A Widow Visits Springtown," "Tontolini," "Coquet," and "The Wooing of Winifred,"—the show was brought to a close. "The Forester's' Hall" and "Tweedledum the Hero" are announced to be screened this evening. — [423, 1011, 551, 1283]
batsman-runs: 0 — [547, 771, 551, 780]
paragraph: A similar panic exists in other islands in the Archipelago. — [149, 364, 277, 383]
table-row — [423, 788, 551, 797]
innings-label: First Innings. — [465, 707, 509, 716]
byline: United Press Association—By Electric Telegraph—Copyright. — [286, 69, 414, 93]
table-row — [423, 882, 551, 891]
byline: By Telegraph—Press Association. — [27, 889, 125, 898]
subheading: A RUSSIAN LOAN — [318, 131, 382, 140]
headline-home-rule: HOME RULE — [172, 1071, 254, 1087]
advertisement — [423, 1343, 551, 1519]
subheading: SPEECH BY MR RUNCIMAN. — [162, 1088, 264, 1097]
divider — [12, 834, 140, 837]
column-4 — [419, 34, 571, 1544]
batsman-name: W. J. Whitty, not out — [423, 805, 482, 814]
subheading: AND THE DEAN OF ST. PAUL'S. — [20, 581, 132, 590]
batsman-name: Extras — [423, 951, 442, 960]
paragraph: I wish to say there are other ways in which I differ from the Government. The old and brave policy of the Public Works Department was something I was proud of. I think the principle that a portion of the public works expenditure should be carried on by loan was the right thing to do. There are a large number of roads that are not yet finished and, with an increase of population, the cost will be greater. (Applause.) I tell the Government that if they want to expedite settlement they must spend more money on opening up the country. — [697, 1053, 825, 1181]
subheading: CABINET RESIGNS. — [178, 142, 248, 151]
batsman-runs: 82 — [543, 873, 551, 882]
divider — [300, 630, 400, 631]
paragraph: LONDON, November 30. The Right Hon. W. Runciman, speaking at Darlington on the Home Rule Bill, said it would provide for the unimpaired supremacy of the Imperial Parliament and the retention of the control of the army, navy, and foreign treaties, and the erection of tariffs by the Irish Parliament would be made impossible. It also would be the re-establishment of the Catholic or Anglican Churches. — [149, 1111, 277, 1211]
table-row — [423, 685, 551, 694]
paragraph: Interviewed, the two starters stated that they held a meeting, and decided not to work the cargo before eight in the evening or after five at night, unless paid overtime rates. — [12, 301, 140, 347]
subheading: TRIPOLI DESERTED. — [176, 514, 250, 523]
paragraph: Mr A. W. Hogg, M.P., who has been confined to his home for several months past with a painful form of illness, opened his political campaign last night, when he addressed a crowded and sympathetic audience in the Town Hall. Mr Hogg was loudly applauded when he made his appearance upon the platform, with the Worship the Mayor (Mr Coradine), and he moved his acknowledgments in a graceful manner. — [697, 87, 825, 188]
received-time: Received This Morning, 12.30 o'clock — [296, 435, 404, 444]
paragraph: Mr Buick said he would not enter any coalition which would oust the Government in regard to the Nicolson's case, and the employment of the Chief Justice to go to Rarotonga, condemning the Judges receiving more than their salaries. — [12, 1062, 140, 1126]
section-heading: THE DIVIDAL CASE. — [578, 814, 670, 825]
column-7 — [830, 34, 967, 1544]
section-heading: NOTHING TO OFFER. — [575, 271, 673, 282]
paragraph: Two Mile Handicap, 3½ h.p. Triumph 1st, and fastest time. Time, 3min. 15sec. — [286, 1410, 414, 1429]
paragraph: The Union Company has now come into line with other inter-State companies. — [12, 491, 140, 510]
headline-buick: MR BUICK AT PALMERSTON. — [42, 842, 110, 863]
batsman-name: W. Stirling, lbw, b Barnes — [423, 907, 497, 916]
column-6 — [693, 34, 830, 1544]
table-row — [423, 824, 551, 833]
paragraph: Four runs later Crawford was caught at point. He batted for 85 minutes, and hit twelve fours. — [423, 526, 551, 554]
received-time: (Received Last Night, 9.35 o'clock.) — [25, 162, 127, 171]
paragraph: Buckman was the next batsman. The total was 108 runs. Dowe, when he had scored twelve, was missed by the wicket-keeper off Barnes, and by Rhodes at silly-mid-leg off Foster. — [423, 282, 551, 328]
ad-text: Mr Wm. E. Goode, 107 Victoria St., Christchurch, N.Z., says:—"For years Chamberlain's Tablets have kept me free from those terrible bilious attacks from which I suffered for years. I used to lose many a night's rest, and I could never eat anything I liked but was afraid to take a sea voyage as the doctor told me it was necessary for me. I took a box of Chamberlain's Tablets and the bilious attacks soon went away. I can now eat anything and I have saved the expense of a sea voyage." Sold by all chemists and storekeepers. — [971, 865, 1100, 993]
paragraph: Two runs had been added, when Foster bowled Kirkwood. — [423, 262, 551, 281]
paragraph: It was asserted, "That a hearty vote of thanks be accorded Mr Massey for his able and lucid address, and that this meeting is of opinion that, in the interests of the Dominion, the time has fully arrived for a change of Government." — [560, 1030, 688, 1086]
paragraph: Dealing with the system of voting public money, Mr Massey referred to the votes on the Estimates. It was bad that the votes were put upon the estimates in this way, with the principle of votes in a way to suit the electorates. It was the principle that they had to work for the electorate, and he gave figures showing the discrepancy between votes and expenditure. — [560, 924, 688, 1016]
ad-title: RELIEVED AFTER MANY YEARS — [160, 1221, 266, 1241]
table-row — [423, 951, 551, 960]
batsman-name: H. Webster, c Hobbs, b Barnes — [423, 797, 510, 806]
headline-cricket: CRICKET — [451, 95, 523, 113]
subheading: COMPELLED BY THE KAISER. — [296, 423, 404, 432]
paragraph: Five Mile Handicap, 3½ h.p. Triumph 1st, and fastest time. Time, 7min. 36sec. — [286, 1390, 414, 1409]
